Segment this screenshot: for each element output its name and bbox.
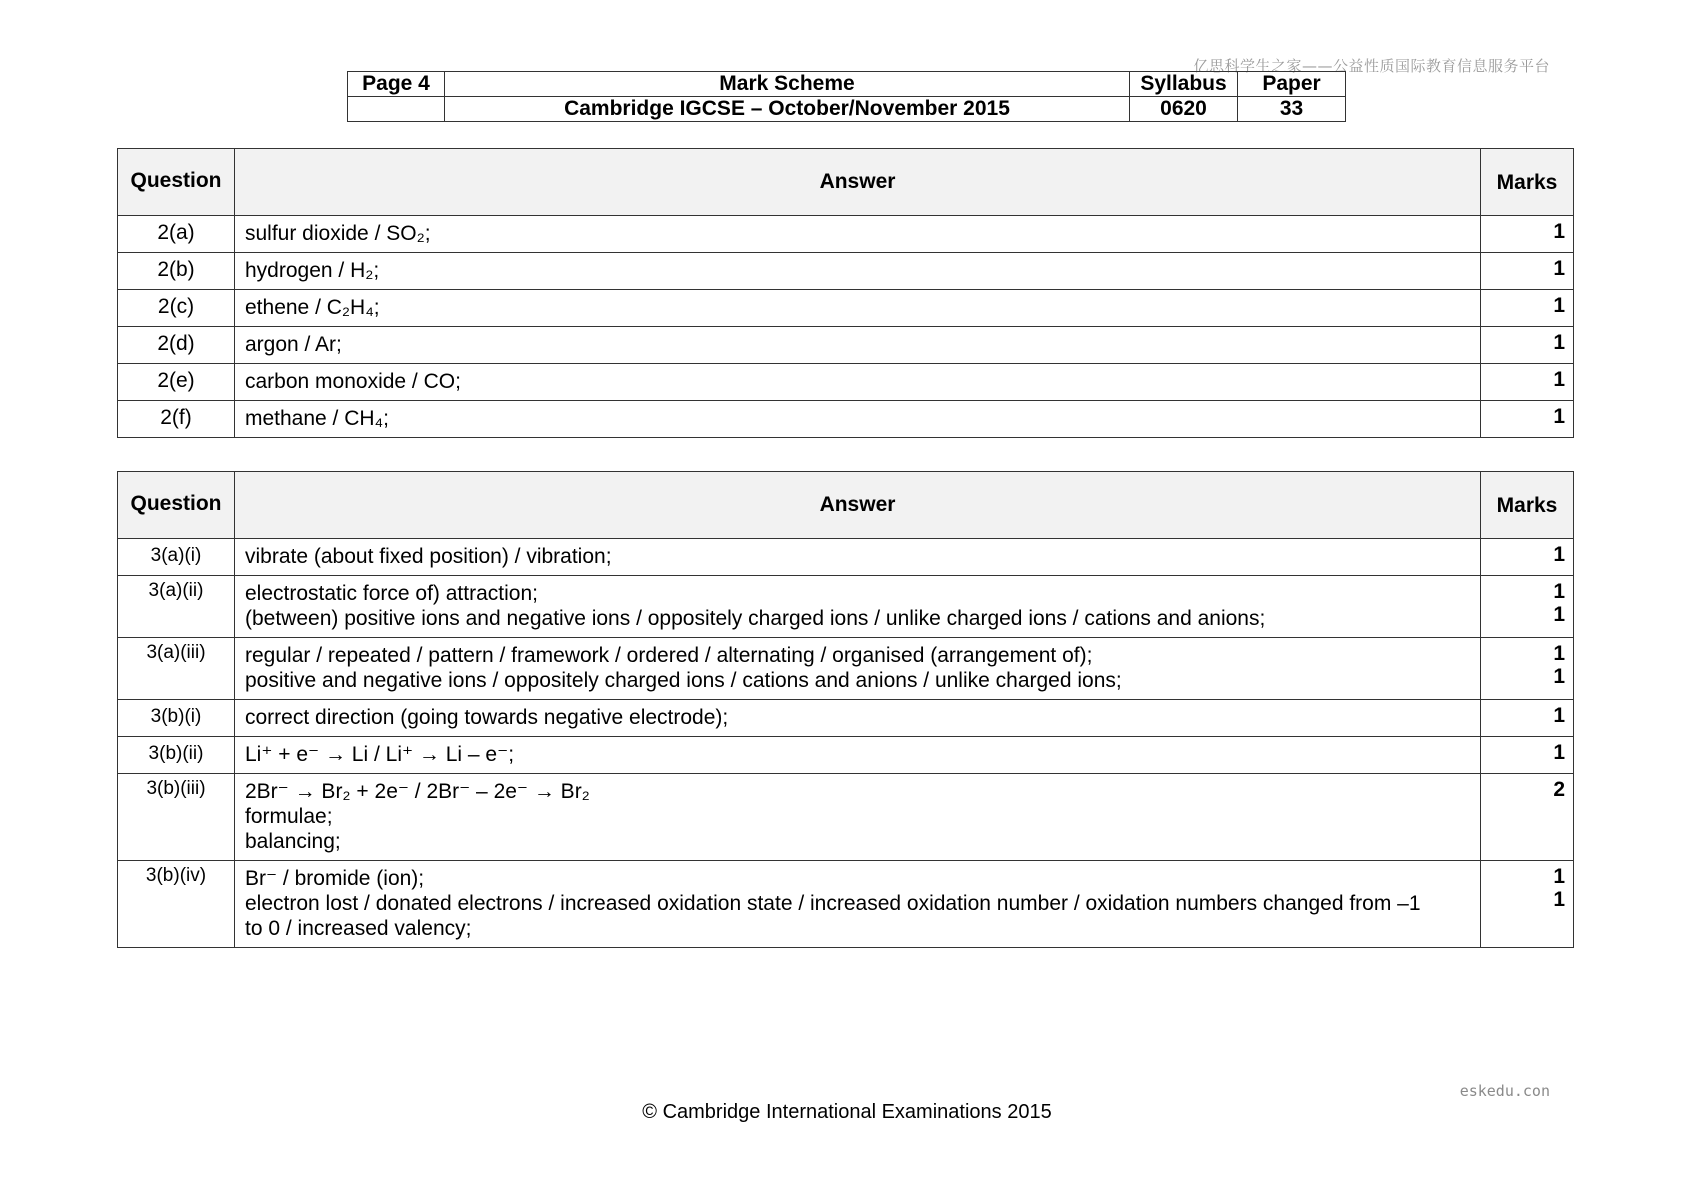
header-table	[347, 71, 1346, 122]
answer-line: regular / repeated / pattern / framework / ordered / alternating / organised (arrangement of);	[245, 644, 1093, 667]
answer-line: positive and negative ions / oppositely charged ions / cations and anions / unlike charged ions;	[245, 669, 1122, 692]
marks-cell	[1481, 401, 1574, 438]
answer-line: vibrate (about fixed position) / vibration;	[245, 545, 612, 568]
marks-cell	[1481, 774, 1574, 861]
question-number: 3(a)(iii)	[118, 638, 235, 700]
mark-value: 1	[1553, 865, 1565, 888]
document-title: Mark Scheme	[445, 72, 1130, 97]
table-row	[118, 216, 1574, 253]
mark-value: 1	[1553, 888, 1565, 911]
mark-value: 1	[1553, 331, 1565, 354]
answer-header: Answer	[235, 149, 1481, 216]
marks-cell	[1481, 290, 1574, 327]
table-row	[118, 364, 1574, 401]
mark-value: 1	[1553, 543, 1565, 566]
question-number: 3(b)(i)	[118, 700, 235, 737]
answer-line: 2Br⁻ → Br₂ + 2e⁻ / 2Br⁻ – 2e⁻ → Br₂	[245, 780, 590, 803]
marks-header: Marks	[1481, 472, 1574, 539]
table-row	[118, 539, 1574, 576]
marks-cell	[1481, 216, 1574, 253]
mark-value: 1	[1553, 257, 1565, 280]
question-header: Question	[118, 149, 235, 216]
table-row	[118, 401, 1574, 438]
answer-line: methane / CH₄;	[245, 407, 389, 430]
mark-value: 1	[1553, 294, 1565, 317]
mark-scheme-table-q2	[117, 148, 1574, 438]
marks-header: Marks	[1481, 149, 1574, 216]
table-row	[118, 327, 1574, 364]
mark-value: 1	[1553, 741, 1565, 764]
marks-cell	[1481, 539, 1574, 576]
table-row	[118, 700, 1574, 737]
answer-line: formulae;	[245, 805, 333, 828]
answer-line: sulfur dioxide / SO₂;	[245, 222, 431, 245]
answer-cell	[235, 638, 1481, 700]
table-row	[118, 638, 1574, 700]
paper-number: 33	[1238, 97, 1346, 122]
question-number: 2(b)	[118, 253, 235, 290]
answer-cell	[235, 774, 1481, 861]
marks-cell	[1481, 327, 1574, 364]
answer-cell	[235, 364, 1481, 401]
answer-cell	[235, 737, 1481, 774]
answer-cell	[235, 700, 1481, 737]
paper-label: Paper	[1238, 72, 1346, 97]
answer-line: electron lost / donated electrons / increased oxidation state / increased oxidation number / oxidation numbers changed from –1	[245, 892, 1421, 915]
question-number: 2(e)	[118, 364, 235, 401]
page-blank	[348, 97, 445, 122]
mark-value: 1	[1553, 220, 1565, 243]
answer-cell	[235, 401, 1481, 438]
table-row	[118, 737, 1574, 774]
answer-line: argon / Ar;	[245, 333, 342, 356]
table-row	[118, 774, 1574, 861]
question-number: 3(b)(iii)	[118, 774, 235, 861]
marks-cell	[1481, 253, 1574, 290]
page-number: Page 4	[348, 72, 445, 97]
watermark-url: eskedu.con	[1459, 1082, 1550, 1100]
question-number: 2(a)	[118, 216, 235, 253]
answer-cell	[235, 216, 1481, 253]
mark-value: 1	[1553, 405, 1565, 428]
question-number: 3(b)(iv)	[118, 861, 235, 948]
exam-session: Cambridge IGCSE – October/November 2015	[445, 97, 1130, 122]
mark-value: 1	[1553, 642, 1565, 665]
marks-cell	[1481, 737, 1574, 774]
question-number: 2(d)	[118, 327, 235, 364]
answer-line: electrostatic force of) attraction;	[245, 582, 538, 605]
syllabus-label: Syllabus	[1130, 72, 1238, 97]
table-row	[118, 861, 1574, 948]
mark-value: 1	[1553, 368, 1565, 391]
answer-header: Answer	[235, 472, 1481, 539]
answer-line: carbon monoxide / CO;	[245, 370, 461, 393]
question-number: 3(b)(ii)	[118, 737, 235, 774]
mark-value: 1	[1553, 665, 1565, 688]
question-header: Question	[118, 472, 235, 539]
answer-cell	[235, 253, 1481, 290]
question-number: 2(c)	[118, 290, 235, 327]
mark-value: 1	[1553, 704, 1565, 727]
table-row	[118, 576, 1574, 638]
answer-line: balancing;	[245, 830, 341, 853]
answer-cell	[235, 576, 1481, 638]
question-number: 3(a)(i)	[118, 539, 235, 576]
answer-cell	[235, 539, 1481, 576]
question-number: 3(a)(ii)	[118, 576, 235, 638]
marks-cell	[1481, 861, 1574, 948]
mark-value: 2	[1553, 778, 1565, 801]
answer-line: to 0 / increased valency;	[245, 917, 472, 940]
watermark-text: 亿思科学生之家——公益性质国际教育信息服务平台	[1193, 57, 1550, 75]
syllabus-code: 0620	[1130, 97, 1238, 122]
table-row	[118, 253, 1574, 290]
copyright-footer: © Cambridge International Examinations 2015	[642, 1101, 1052, 1123]
answer-line: Li⁺ + e⁻ → Li / Li⁺ → Li – e⁻;	[245, 743, 515, 766]
marks-cell	[1481, 700, 1574, 737]
marks-cell	[1481, 638, 1574, 700]
marks-cell	[1481, 576, 1574, 638]
table-row	[118, 290, 1574, 327]
mark-value: 1	[1553, 603, 1565, 626]
answer-line: ethene / C₂H₄;	[245, 296, 380, 319]
mark-value: 1	[1553, 580, 1565, 603]
answer-cell	[235, 327, 1481, 364]
answer-line: correct direction (going towards negative electrode);	[245, 706, 729, 729]
answer-cell	[235, 861, 1481, 948]
marks-cell	[1481, 364, 1574, 401]
answer-line: Br⁻ / bromide (ion);	[245, 867, 425, 890]
answer-line: (between) positive ions and negative ions / oppositely charged ions / unlike charged ions / cations and anions;	[245, 607, 1266, 630]
question-number: 2(f)	[118, 401, 235, 438]
mark-scheme-table-q3	[117, 471, 1574, 948]
answer-cell	[235, 290, 1481, 327]
answer-line: hydrogen / H₂;	[245, 259, 380, 282]
